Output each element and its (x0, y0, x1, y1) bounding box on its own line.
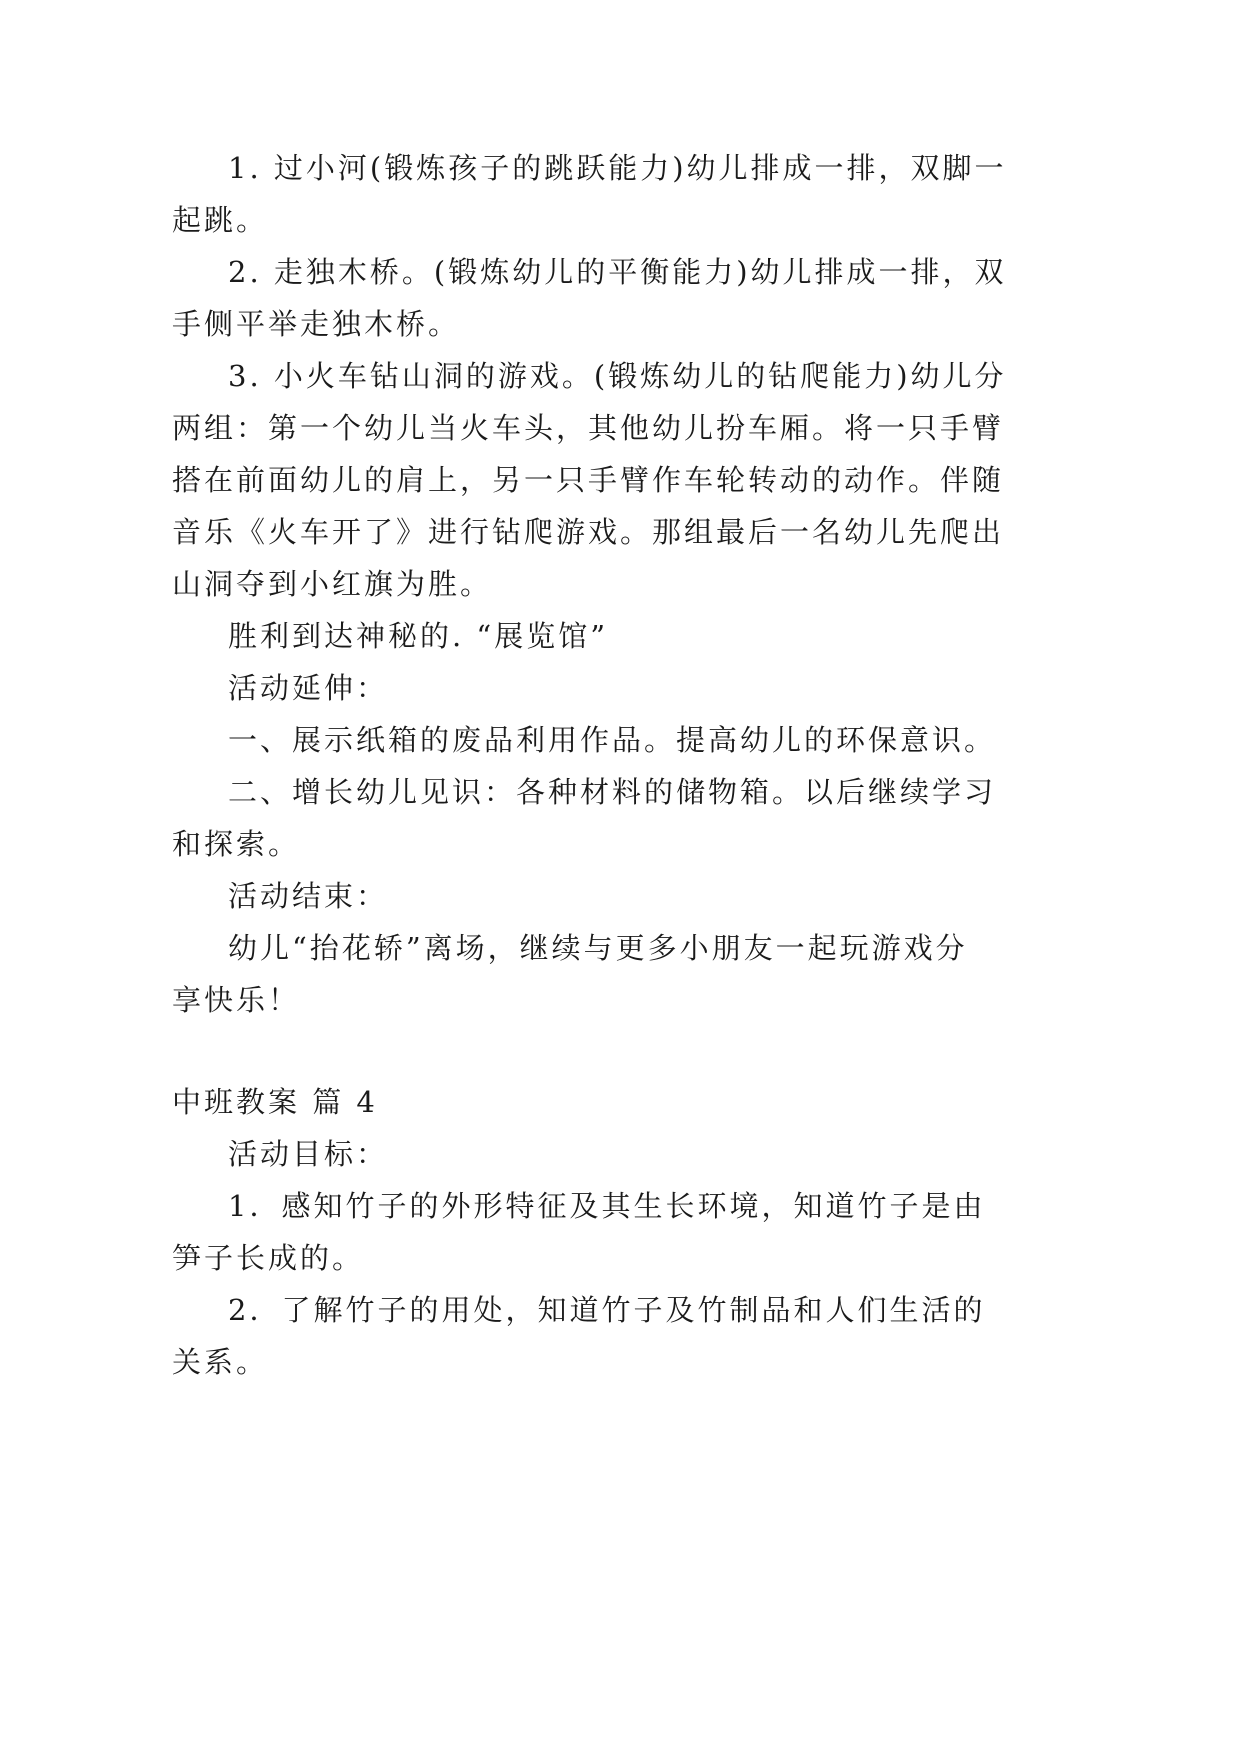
text-line: 笋子长成的。 (172, 1241, 365, 1275)
text-line: 搭在前面幼儿的肩上，另一只手臂作车轮转动的动作。伴随 (172, 463, 1005, 497)
text-line: 山洞夺到小红旗为胜。 (172, 567, 493, 601)
text-line: 关系。 (172, 1345, 269, 1379)
text-line: 一、展示纸箱的废品利用作品。提高幼儿的环保意识。 (228, 723, 997, 757)
text-line: 手侧平举走独木桥。 (172, 307, 461, 341)
text-line: 两组：第一个幼儿当火车头，其他幼儿扮车厢。将一只手臂 (172, 411, 1005, 445)
text-line: 2. 走独木桥。(锻炼幼儿的平衡能力)幼儿排成一排，双 (228, 255, 1007, 289)
chapter-title: 中班教案 篇 4 (172, 1085, 378, 1119)
text-line: 2．了解竹子的用处，知道竹子及竹制品和人们生活的 (228, 1293, 986, 1327)
text-line: 音乐《火车开了》进行钻爬游戏。那组最后一名幼儿先爬出 (172, 515, 1005, 549)
text-line: 3. 小火车钻山洞的游戏。(锻炼幼儿的钻爬能力)幼儿分 (228, 359, 1007, 393)
text-line: 享快乐！ (172, 983, 301, 1017)
text-line: 胜利到达神秘的. “展览馆” (228, 619, 609, 653)
text-line: 和探索。 (172, 827, 301, 861)
section-heading: 活动目标： (228, 1137, 389, 1171)
text-line: 起跳。 (172, 203, 269, 237)
section-heading: 活动结束： (228, 879, 389, 913)
section-heading: 活动延伸： (228, 671, 389, 705)
text-line: 1．感知竹子的外形特征及其生长环境，知道竹子是由 (228, 1189, 986, 1223)
text-line: 1. 过小河(锻炼孩子的跳跃能力)幼儿排成一排，双脚一 (228, 151, 1007, 185)
text-line: 二、增长幼儿见识：各种材料的储物箱。以后继续学习 (228, 775, 997, 809)
text-line: 幼儿“抬花轿”离场，继续与更多小朋友一起玩游戏分 (228, 931, 968, 965)
